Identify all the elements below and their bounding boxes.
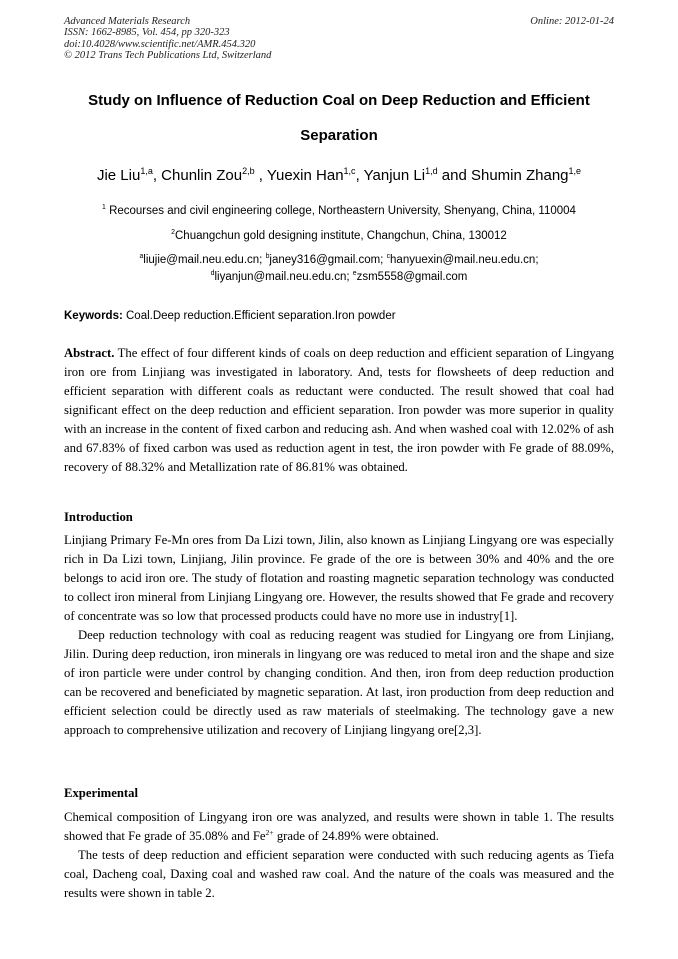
email-link[interactable]: zsm5558@gmail.com <box>356 271 468 283</box>
paragraph: Linjiang Primary Fe-Mn ores from Da Lizi town, Jilin, also known as Linjiang Lingyang ore was especially rich in Da Lizi town, Linjiang, Jilin province. Fe grade of the ore is between 30% and 40% and the ore belongs to acid iron ore. The study of flotation and roasting magnetic separation technology was conducted to collect iron mineral from Linjiang Lingyang ore. However, the results showed that Fe grade and recovery of concentrate was so low that processed products could have no more use in industry[1]. <box>64 533 614 623</box>
affiliation-1 <box>30 204 648 218</box>
paragraph-text: grade of 24.89% were obtained. <box>273 829 439 843</box>
journal-issn: ISSN: 1662-8985, Vol. 454, pp 320-323 <box>64 27 230 39</box>
author-name: Jie Liu <box>96 167 141 184</box>
journal-doi: doi:10.4028/www.scientific.net/AMR.454.320 <box>64 38 256 50</box>
author-separator: , <box>355 167 364 184</box>
abstract-label: Abstract. <box>64 346 115 360</box>
affiliation-number: 1 <box>102 204 106 212</box>
ion-charge: 2+ <box>265 827 274 837</box>
online-date: Online: 2012-01-24 <box>530 16 614 27</box>
author-name: Shumin Zhang <box>470 167 569 184</box>
experimental-body <box>64 808 614 903</box>
author-affil-mark: 2,b <box>242 166 255 176</box>
introduction-body <box>64 531 614 740</box>
paragraph: Deep reduction technology with coal as reducing reagent was studied for Lingyang ore from Linjiang, Jilin. During deep reduction, iron minerals in lingyang ore was reduced to metal iron and the shape and size of iron particle were under control by changing condition. And then, iron from deep reduction production can be recovered and beneficiated by magnetic separation. At last, iron production from deep reduction and efficient selection could be directly used as raw materials of steelmaking. The technology gave a new approach to comprehensive utilization and recovery of Linjiang lingyang ore[2,3]. <box>64 628 614 737</box>
journal-copyright: © 2012 Trans Tech Publications Ltd, Switzerland <box>64 49 272 61</box>
journal-name: Advanced Materials Research <box>64 16 191 27</box>
author-list <box>30 166 648 186</box>
paragraph <box>64 808 614 846</box>
author-separator: , <box>152 167 162 184</box>
author-separator: , <box>254 167 267 184</box>
email-link[interactable]: liujie@mail.neu.edu.cn; <box>143 254 266 266</box>
paragraph-text: Chemical composition of Lingyang iron ore was analyzed, and results were shown in table 1. The results showed that Fe grade of 35.08% and Fe <box>64 810 614 843</box>
journal-header <box>64 16 271 61</box>
author-affil-mark: 1,d <box>425 166 438 176</box>
affiliation-number: 2 <box>171 229 175 237</box>
email-line-2 <box>30 270 648 284</box>
email-mark: d <box>210 270 215 278</box>
section-heading-introduction: Introduction <box>64 510 133 524</box>
keywords-text: Coal.Deep reduction.Efficient separation.Iron powder <box>122 310 396 322</box>
abstract-text: The effect of four different kinds of coals on deep reduction and efficient separation of Lingyang iron ore from Linjiang was investigated in laboratory. And, tests for flowsheets of deep reduction and efficient separation with different coals as reductant were conducted. The result showed that coal had significant effect on the deep reduction and efficient separation. Iron powder was more superior in quality with an increase in the content of fixed carbon and reducing ash. And when washed coal with 12.02% of ash and 67.83% of fixed carbon was used as reduction agent in test, the iron powder with Fe grade of 88.09%, recovery of 88.32% and Metallization rate of 86.81% was obtained. <box>64 346 614 474</box>
author-name: Yuexin Han <box>266 167 344 184</box>
author-affil-mark: 1,a <box>140 166 153 176</box>
email-mark: c <box>386 253 391 261</box>
section-heading-experimental: Experimental <box>64 786 139 800</box>
abstract <box>64 344 614 477</box>
author-name: Yanjun Li <box>363 167 426 184</box>
email-mark: a <box>139 253 144 261</box>
keywords <box>64 309 396 323</box>
email-mark: b <box>265 253 270 261</box>
author-affil-mark: 1,e <box>568 166 582 176</box>
email-mark: e <box>352 270 357 278</box>
paper-title-line2: Separation <box>300 127 378 144</box>
email-link[interactable]: hanyuexin@mail.neu.edu.cn; <box>390 254 539 266</box>
affiliation-text: Chuangchun gold designing institute, Changchun, China, 130012 <box>175 230 507 242</box>
email-line-1 <box>30 253 648 267</box>
author-name: Chunlin Zou <box>161 167 243 184</box>
author-affil-mark: 1,c <box>343 166 356 176</box>
paper-title-line1: Study on Influence of Reduction Coal on Deep Reduction and Efficient <box>88 92 590 109</box>
affiliation-text: Recourses and civil engineering college, Northeastern University, Shenyang, China, 110004 <box>105 205 576 217</box>
email-link[interactable]: liyanjun@mail.neu.edu.cn; <box>214 271 353 283</box>
author-separator: and <box>437 167 471 184</box>
keywords-label: Keywords: <box>64 310 123 322</box>
paragraph: The tests of deep reduction and efficient separation were conducted with such reducing agents as Tiefa coal, Dacheng coal, Daxing coal and washed raw coal. And the nature of the coals was measured and the results were shown in table 2. <box>64 848 614 900</box>
email-link[interactable]: janey316@gmail.com; <box>269 254 387 266</box>
affiliation-2 <box>30 229 648 243</box>
